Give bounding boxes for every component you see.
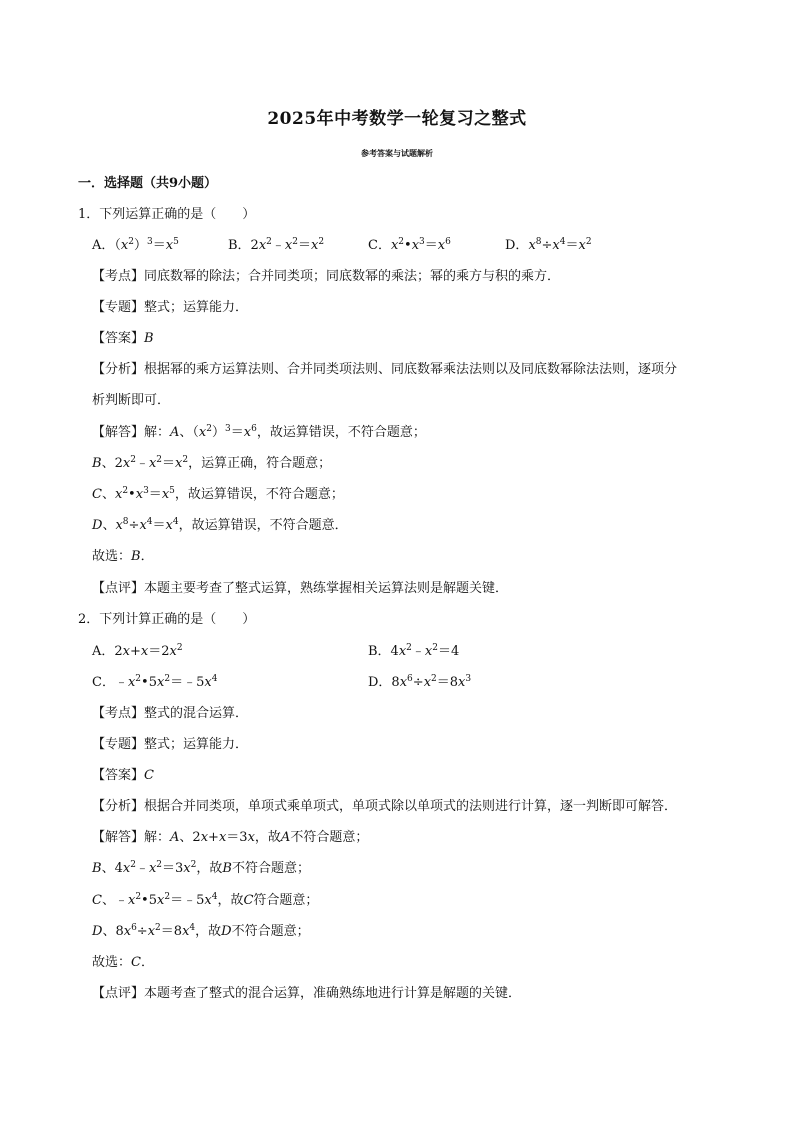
- q2-option-c: C．$﹣x^2•5x^2=﹣5x^4$: [92, 674, 218, 690]
- q2-solution-line5: 故选：C．: [92, 955, 154, 970]
- q2-kaodian: 【考点】整式的混合运算．: [92, 706, 249, 721]
- q2-stem: 2．下列计算正确的是（ ）: [78, 612, 256, 627]
- q1-analysis-line1: 【分析】根据幂的乘方运算法则、合并同类项法则、同底数幂乘法法则以及同底数幂除法法则，逐项分: [92, 362, 678, 377]
- q1-solution-line2: B、$2x^2﹣x^2=x^2$，运算正确，符合题意；: [92, 455, 332, 471]
- q1-solution-line1: 【解答】解：A、$(x^2)^3=x^6$，故运算错误，不符合题意；: [92, 424, 426, 440]
- q1-zhuanti: 【专题】整式；运算能力．: [92, 300, 249, 315]
- q1-option-c: C．$x^2•x^3=x^6$: [368, 237, 451, 253]
- q1-option-d: D．$x^8\div x^4=x^2$: [505, 237, 592, 253]
- document-title: 2025年中考数学一轮复习之整式: [267, 109, 527, 129]
- q1-option-a: A．$(x^2)^3=x^5$: [92, 237, 179, 253]
- q1-solution-line5: 故选：B．: [92, 549, 154, 564]
- q2-solution-line3: C、$﹣x^2•5x^2=﹣5x^4$，故C符合题意；: [92, 892, 319, 908]
- q1-answer: 【答案】B: [92, 331, 154, 346]
- q2-analysis: 【分析】根据合并同类项，单项式乘单项式，单项式除以单项式的法则进行计算，逐一判断即可解答．: [92, 799, 678, 814]
- q1-analysis-line2: 析判断即可．: [92, 393, 171, 408]
- q2-option-d: D．$8x^6\div x^2=8x^3$: [368, 674, 472, 690]
- q1-comment: 【点评】本题主要考查了整式运算，熟练掌握相关运算法则是解题关键．: [92, 581, 509, 596]
- q1-kaodian: 【考点】同底数幂的除法；合并同类项；同底数幂的乘法；幂的乘方与积的乘方．: [92, 269, 561, 284]
- q2-solution-line4: D、$8x^6\div x^2=8x^4$，故D不符合题意；: [92, 923, 310, 939]
- q1-stem: 1．下列运算正确的是（ ）: [78, 207, 256, 222]
- q1-solution-line3: C、$x^2•x^3=x^5$，故运算错误，不符合题意；: [92, 486, 344, 502]
- q2-option-b: B．$4x^2﹣x^2=4$: [368, 643, 460, 659]
- q2-answer: 【答案】C: [92, 768, 154, 783]
- q2-solution-line2: B、$4x^2﹣x^2=3x^2$，故B不符合题意；: [92, 860, 310, 876]
- q2-solution-line1: 【解答】解：A、2x+x＝3x，故A不符合题意；: [92, 830, 369, 845]
- document-subtitle: 参考答案与试题解析: [361, 148, 433, 158]
- q2-comment: 【点评】本题考查了整式的混合运算，准确熟练地进行计算是解题的关键．: [92, 986, 522, 1001]
- q1-solution-line4: D、$x^8\div x^4=x^4$，故运算错误，不符合题意．: [92, 517, 348, 533]
- q1-option-b: B．$2x^2﹣x^2=x^2$: [228, 237, 325, 253]
- q2-zhuanti: 【专题】整式；运算能力．: [92, 737, 249, 752]
- q2-option-a: A．$2x+x=2x^2$: [92, 643, 183, 659]
- section-heading: 一．选择题（共9小题）: [78, 176, 218, 191]
